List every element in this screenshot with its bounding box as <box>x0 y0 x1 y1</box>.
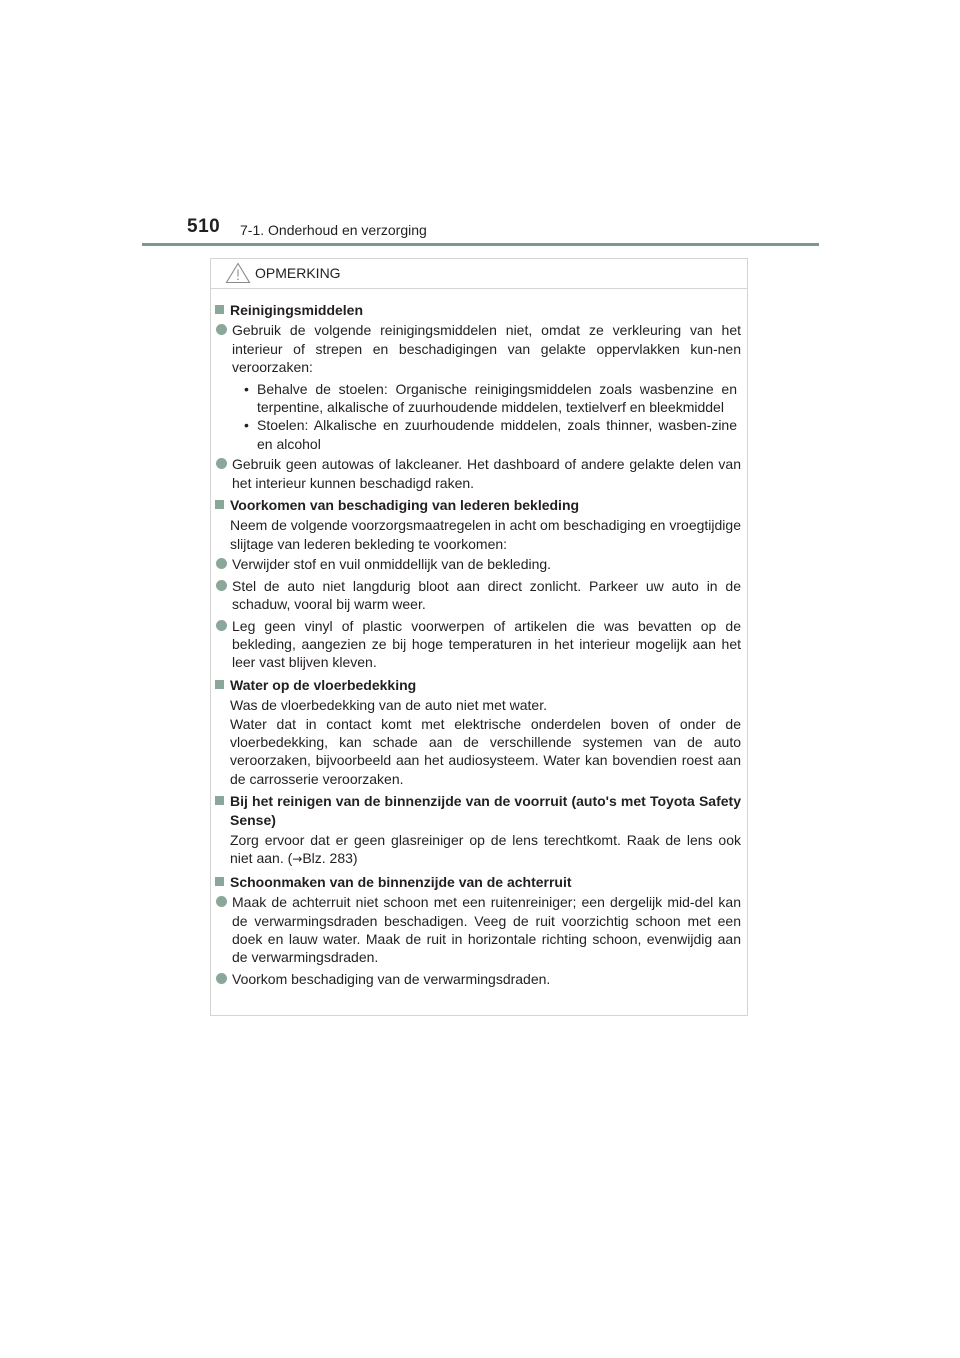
list-item: Gebruik de volgende reinigingsmiddelen niet, omdat ze verkleuring van het interieur of strepen en beschadigingen van gelakte oppervlakken kun-nen veroorzaken: <box>215 321 741 376</box>
notice-body <box>211 289 747 988</box>
round-bullet-icon <box>216 580 227 591</box>
list-item: Leg geen vinyl of plastic voorwerpen of artikelen die was bevatten op de bekleding, aangezien ze bij hoge temperaturen in het interieur mogelijk aan het leer vast blijven kleven. <box>215 617 741 672</box>
square-bullet-icon <box>215 680 224 689</box>
section-heading: Schoonmaken van de binnenzijde van de achterruit <box>215 873 741 891</box>
round-bullet-icon <box>216 896 227 907</box>
dot-bullet-icon: • <box>244 417 249 434</box>
section-reinigingsmiddelen <box>215 301 741 492</box>
notice-title: OPMERKING <box>255 265 341 281</box>
section-heading: Voorkomen van beschadiging van lederen bekleding <box>215 496 741 514</box>
section-heading: Bij het reinigen van de binnenzijde van de voorruit (auto's met Toyota Safety Sense) <box>215 792 741 829</box>
header-rule <box>142 243 819 246</box>
square-bullet-icon <box>215 500 224 509</box>
list-item: Verwijder stof en vuil onmiddellijk van de bekleding. <box>215 555 741 573</box>
dot-bullet-icon: • <box>244 380 249 397</box>
round-bullet-icon <box>216 620 227 631</box>
list-item: Gebruik geen autowas of lakcleaner. Het dashboard of andere gelakte delen van het interieur kunnen beschadigd raken. <box>215 455 741 492</box>
page-reference: Blz. 283) <box>302 850 358 867</box>
section-heading: Water op de vloerbedekking <box>215 676 741 694</box>
round-bullet-icon <box>216 458 227 469</box>
round-bullet-icon <box>216 558 227 569</box>
paragraph: Neem de volgende voorzorgsmaatregelen in acht om beschadiging en vroegtijdige slijtage van lederen bekleding te voorkomen: <box>230 517 741 552</box>
list-item: Stel de auto niet langdurig bloot aan direct zonlicht. Parkeer uw auto in de schaduw, vooral bij warm weer. <box>215 577 741 614</box>
section-heading: Reinigingsmiddelen <box>215 301 741 319</box>
section-title: 7-1. Onderhoud en verzorging <box>240 222 427 238</box>
section-lederen-bekleding <box>215 496 741 672</box>
notice-box <box>210 258 748 1016</box>
paragraph: Was de vloerbedekking van de auto niet met water. <box>230 697 547 714</box>
page-number: 510 <box>187 216 221 237</box>
section-voorruit <box>215 792 741 869</box>
paragraph: Water dat in contact komt met elektrische onderdelen boven of onder de vloerbedekking, kan schade aan de verschillende systemen van de auto veroorzaken, bijvoorbeeld aan het audiosysteem. Water kan bovendien roest aan de carrosserie veroorzaken. <box>230 715 741 787</box>
section-achterruit <box>215 873 741 988</box>
square-bullet-icon <box>215 305 224 314</box>
warning-triangle-icon <box>225 262 251 284</box>
notice-header <box>211 259 747 289</box>
sub-list-item: • Stoelen: Alkalische en zuurhoudende middelen, zoals thinner, wasben-zine en alcohol <box>244 417 737 452</box>
round-bullet-icon <box>216 973 227 984</box>
paragraph: Zorg ervoor dat er geen glasreiniger op de lens terechtkomt. Raak de lens ook niet aan. (→Blz. 283) <box>230 831 741 867</box>
section-vloerbedekking <box>215 676 741 788</box>
round-bullet-icon <box>216 324 227 335</box>
sub-list-item: • Behalve de stoelen: Organische reinigingsmiddelen zoals wasbenzine en terpentine, alkalische of zuurhoudende middelen, textielverf en bleekmiddel <box>244 380 737 416</box>
page-header <box>187 216 827 244</box>
list-item: Voorkom beschadiging van de verwarmingsdraden. <box>215 970 741 988</box>
arrow-right-icon: → <box>292 852 303 867</box>
list-item: Maak de achterruit niet schoon met een ruitenreiniger; een dergelijk mid-del kan de verwarmingsdraden beschadigen. Veeg de ruit voorzichtig schoon met een doek en lauw water. Maak de ruit in horizontale richting schoon, evenwijdig aan de verwarmingsdraden. <box>215 893 741 967</box>
sub-list <box>215 380 741 454</box>
square-bullet-icon <box>215 877 224 886</box>
square-bullet-icon <box>215 796 224 805</box>
